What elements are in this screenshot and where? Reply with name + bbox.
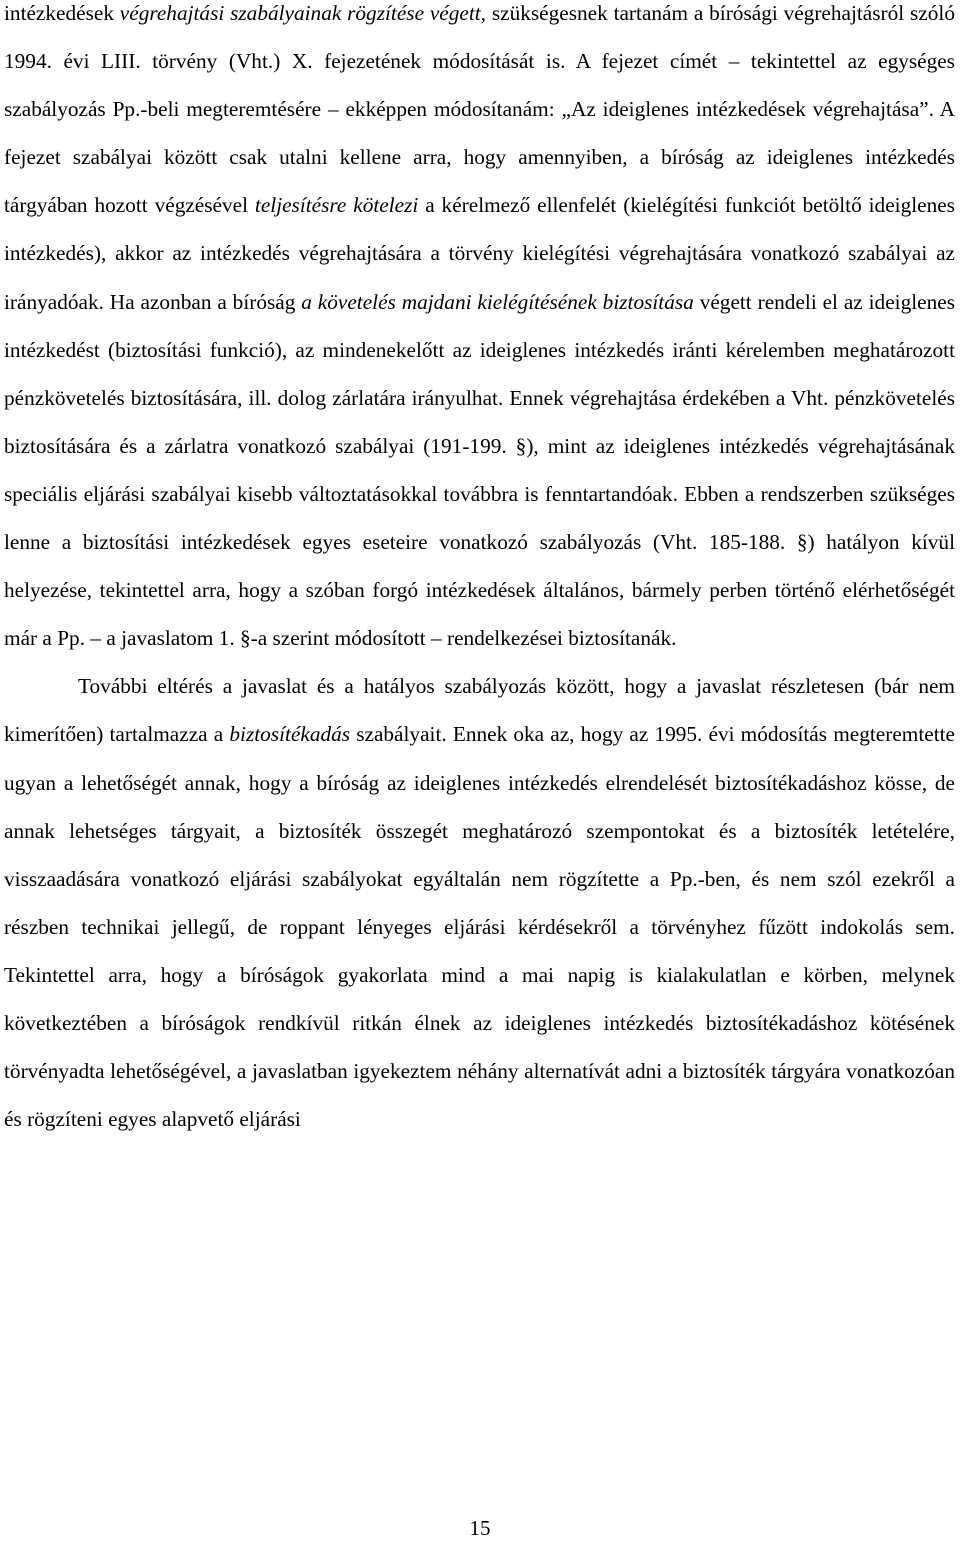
body-paragraph-2 [4,662,955,1143]
italic-text-run: biztosítékadás [229,722,351,747]
text-run: szükségesnek tartanám a bírósági végrehajtásról szóló 1994. évi LIII. törvény (Vht.) X. fejezetének módosítását is. A fejezet címét – tekintettel az egységes szabályozás Pp.-beli megteremtésére – ekképpen módosítanám: „Az ideiglenes intézkedések végrehajtása”. A fejezet szabályai között csak utalni kellene arra, hogy amennyiben, a bíróság az ideiglenes intézkedés tárgyában hozott végzésével [4,1,955,218]
italic-text-run: végrehajtási szabályainak rögzítése végett, [119,1,487,25]
text-run: végett rendeli el az ideiglenes intézkedést (biztosítási funkció), az mindenekelőtt az ideiglenes intézkedés iránti kérelemben meghatározott pénzkövetelés biztosítására, ill. dolog zárlatára irányulhat. Ennek végrehajtása érdekében a Vht. pénzkövetelés biztosítására és a zárlatra vonatkozó szabályai (191-199. §), mint az ideiglenes intézkedés végrehajtásának speciális eljárási szabályai kisebb változtatásokkal továbbra is fenntartandóak. Ebben a rendszerben szükséges lenne a biztosítási intézkedések egyes eseteire vonatkozó szabályozás (Vht. 185-188. §) hatályon kívül helyezése, tekintettel arra, hogy a szóban forgó intézkedések általános, bármely perben történő elérhetőségét már a Pp. – a javaslatom 1. §-a szerint módosított – rendelkezései biztosítanák. [4,289,955,651]
italic-text-run: a követelés majdani kielégítésének biztosítása [301,289,694,314]
text-run: szabályait. Ennek oka az, hogy az 1995. évi módosítás megteremtette ugyan a lehetőségét annak, hogy a bíróság az ideiglenes intézkedés elrendelését biztosítékadáshoz kösse, de annak lehetséges tárgyait, a biztosíték összegét meghatározó szempontokat és a biztosíték letételére, visszaadására vonatkozó eljárási szabályokat egyáltalán nem rögzítette a Pp.-ben, és nem szól ezekről a részben technikai jellegű, de roppant lényeges eljárási kérdésekről a törvényhez fűzött indokolás sem. Tekintettel arra, hogy a bíróságok gyakorlata mind a mai napig is kialakulatlan e körben, melynek következtében a bíróságok rendkívül ritkán élnek az ideiglenes intézkedés biztosítékadáshoz kötésének törvényadta lehetőségével, a javaslatban igyekeztem néhány alternatívát adni a biztosíték tárgyára vonatkozóan és rögzíteni egyes alapvető eljárási [4,722,955,1132]
italic-text-run: teljesítésre kötelezi [254,193,419,218]
page-number: 15 [469,1516,491,1540]
text-run: a kérelmező ellenfelét (kielégítési funkciót betöltő ideiglenes intézkedés), akkor az intézkedés végrehajtására a törvény kielégítési végrehajtására vonatkozó szabályai az irányadóak. Ha azonban a bíróság [4,193,955,314]
body-paragraph-1 [4,0,955,662]
text-run: További eltérés a javaslat és a hatályos szabályozás között, hogy a javaslat részletesen (bár nem kimerítően) tartalmazza a [4,674,955,747]
document-page [4,0,955,1143]
text-run: intézkedések [4,1,120,25]
